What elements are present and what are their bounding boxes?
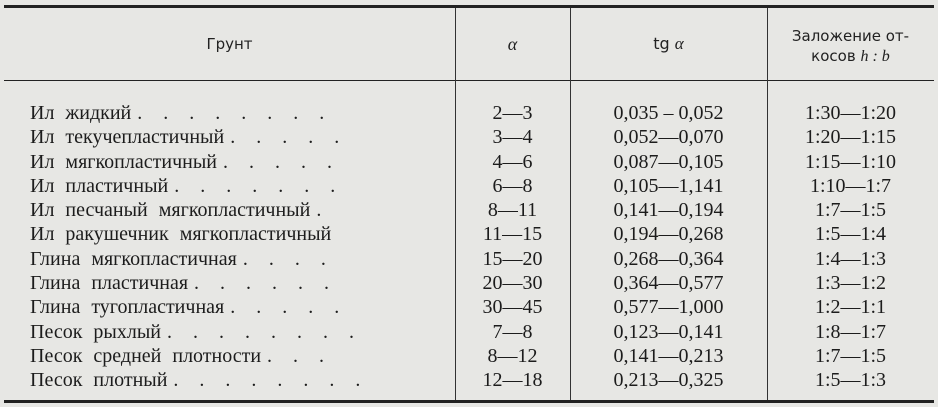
table-row bbox=[0, 320, 938, 344]
alpha-cell: 6—8 bbox=[492, 174, 533, 197]
tg-alpha-cell: 0,141—0,213 bbox=[613, 344, 724, 367]
dot-leader: . . . . . . . . bbox=[137, 102, 333, 124]
ground-name: Ил жидкий bbox=[30, 102, 132, 124]
table-row bbox=[0, 295, 938, 319]
ground-name-cell bbox=[30, 125, 442, 149]
dot-leader: . . . . bbox=[242, 247, 334, 270]
ground-name-cell bbox=[30, 247, 442, 271]
slope-ratio-cell: 1:8—1:7 bbox=[814, 320, 887, 343]
ground-name: Ил мягкопластичный bbox=[30, 150, 217, 173]
ground-name: Песок средней плотности bbox=[30, 344, 262, 367]
alpha-cell: 2—3 bbox=[492, 102, 533, 124]
table-row bbox=[0, 247, 938, 271]
dot-leader: . bbox=[316, 199, 330, 222]
table-row bbox=[0, 344, 938, 368]
header-tg-alpha-symbol: α bbox=[674, 34, 684, 53]
ground-name: Песок плотный bbox=[30, 369, 168, 392]
tg-alpha-cell: 0,052—0,070 bbox=[613, 126, 724, 149]
ground-name-cell bbox=[30, 295, 442, 319]
table-row bbox=[0, 101, 938, 125]
header-alpha: α bbox=[507, 34, 518, 54]
ground-name-cell bbox=[30, 344, 442, 368]
tg-alpha-cell: 0,577—1,000 bbox=[613, 296, 724, 319]
alpha-cell: 15—20 bbox=[482, 247, 543, 270]
slope-ratio-cell: 1:5—1:4 bbox=[814, 223, 887, 246]
alpha-cell: 8—12 bbox=[487, 344, 538, 367]
tg-alpha-cell: 0,141—0,194 bbox=[613, 199, 724, 222]
alpha-cell: 12—18 bbox=[482, 369, 543, 392]
alpha-cell: 20—30 bbox=[482, 272, 543, 295]
slope-ratio-cell: 1:7—1:5 bbox=[814, 199, 887, 222]
ground-name-cell bbox=[30, 320, 442, 344]
dot-leader: . . . . . bbox=[230, 126, 348, 149]
table-row bbox=[0, 222, 938, 246]
header-slope bbox=[767, 8, 934, 82]
alpha-cell: 8—11 bbox=[487, 199, 538, 222]
alpha-cell: 7—8 bbox=[492, 320, 533, 343]
slope-ratio-cell: 1:5—1:3 bbox=[814, 369, 887, 392]
ground-name: Ил песчаный мягкопластичный bbox=[30, 199, 311, 222]
ground-name-cell bbox=[30, 368, 442, 392]
slope-ratio-cell: 1:3—1:2 bbox=[814, 272, 887, 295]
table-bottom-rule bbox=[4, 400, 934, 403]
alpha-cell: 3—4 bbox=[492, 126, 533, 149]
dot-leader: . . . . . bbox=[222, 150, 340, 173]
ground-name-cell bbox=[30, 222, 442, 246]
slope-ratio-cell: 1:20—1:15 bbox=[804, 126, 897, 149]
slope-ratio-cell: 1:10—1:7 bbox=[809, 174, 892, 197]
header-ground: Грунт bbox=[206, 35, 253, 53]
dot-leader: . . . bbox=[267, 344, 333, 367]
tg-alpha-cell: 0,194—0,268 bbox=[613, 223, 724, 246]
alpha-cell: 11—15 bbox=[482, 223, 543, 246]
table-row bbox=[0, 368, 938, 392]
table-row bbox=[0, 150, 938, 174]
header-slope-line1: Заложение от- bbox=[791, 26, 910, 45]
slope-ratio-cell: 1:2—1:1 bbox=[814, 296, 887, 319]
slope-ratio-cell: 1:4—1:3 bbox=[814, 247, 887, 270]
alpha-cell: 30—45 bbox=[482, 296, 543, 319]
tg-alpha-cell: 0,087—0,105 bbox=[613, 150, 724, 173]
ground-name-cell bbox=[30, 198, 442, 222]
tg-alpha-cell: 0,268—0,364 bbox=[613, 247, 724, 270]
tg-alpha-cell: 0,123—0,141 bbox=[613, 320, 724, 343]
table-row bbox=[0, 271, 938, 295]
ground-name-cell bbox=[30, 101, 442, 125]
ground-name-cell bbox=[30, 150, 442, 174]
dot-leader: . . . . . . . bbox=[174, 174, 344, 197]
table-row bbox=[0, 198, 938, 222]
dot-leader: . . . . . . . . bbox=[173, 369, 369, 392]
slope-ratio-cell: 1:30—1:20 bbox=[804, 102, 897, 124]
table-row bbox=[0, 174, 938, 198]
tg-alpha-cell: 0,105—1,141 bbox=[613, 174, 724, 197]
table-row bbox=[0, 125, 938, 149]
dot-leader: . . . . . . bbox=[194, 272, 338, 295]
dot-leader: . . . . . . . . bbox=[166, 320, 362, 343]
ground-name: Глина мягкопластичная bbox=[30, 247, 237, 270]
ground-name: Ил ракушечник мягкопластичный bbox=[30, 223, 332, 246]
header-slope-line2: косов bbox=[811, 46, 856, 65]
tg-alpha-cell: 0,035 – 0,052 bbox=[613, 102, 724, 124]
ground-name-cell bbox=[30, 271, 442, 295]
slope-ratio-cell: 1:7—1:5 bbox=[814, 344, 887, 367]
ground-name: Глина тугопластичная bbox=[30, 296, 225, 319]
header-slope-ratio: h : b bbox=[860, 47, 890, 65]
ground-name: Песок рыхлый bbox=[30, 320, 161, 343]
tg-alpha-cell: 0,364—0,577 bbox=[613, 272, 724, 295]
slope-ratio-cell: 1:15—1:10 bbox=[804, 150, 897, 173]
ground-name: Ил текучепластичный bbox=[30, 126, 225, 149]
ground-name-cell bbox=[30, 174, 442, 198]
table-body bbox=[0, 101, 938, 393]
alpha-cell: 4—6 bbox=[492, 150, 533, 173]
header-tg-word: tg bbox=[653, 34, 670, 53]
header-tg-alpha bbox=[570, 8, 767, 80]
dot-leader: . . . . . bbox=[230, 296, 348, 319]
tg-alpha-cell: 0,213—0,325 bbox=[613, 369, 724, 392]
ground-name: Ил пластичный bbox=[30, 174, 169, 197]
ground-name: Глина пластичная bbox=[30, 272, 189, 295]
